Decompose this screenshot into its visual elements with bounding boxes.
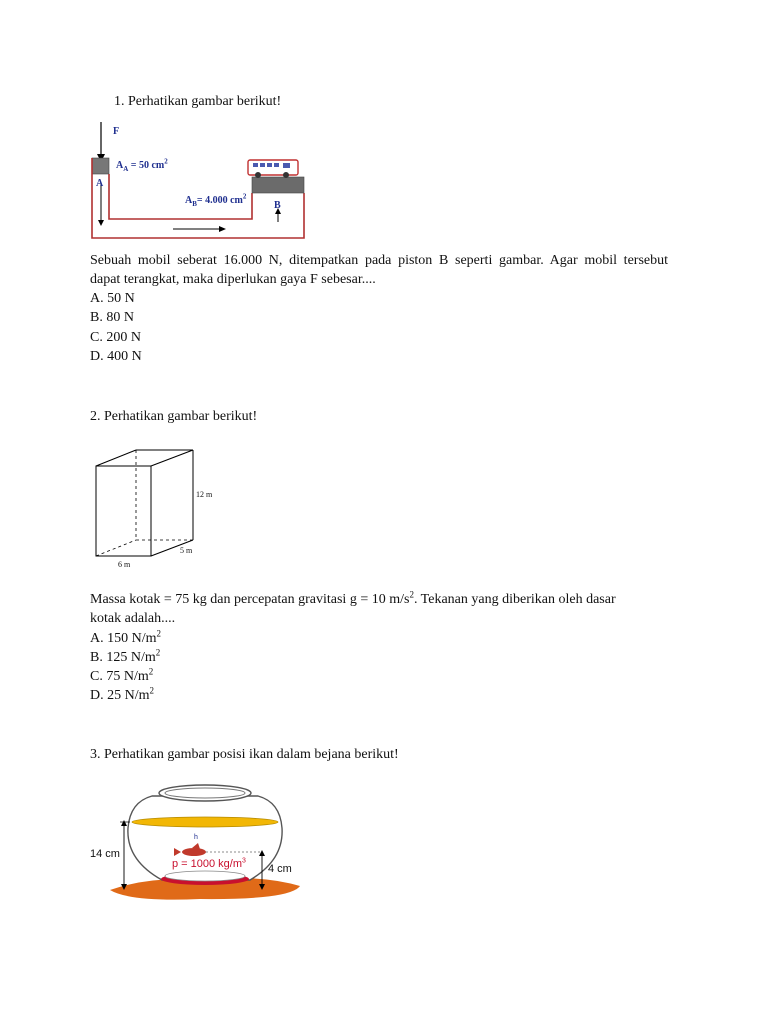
q2-option-c: C. 75 $N/m^2$ xyxy=(90,666,154,684)
q1-heading: 1. Perhatikan gambar berikut! xyxy=(114,94,282,109)
q2-text-line2: kotak adalah.... xyxy=(90,611,176,626)
q3-heading: 3. Perhatikan gambar posisi ikan dalam bejana berikut! xyxy=(90,747,399,762)
q1-option-d: D. 400 N xyxy=(90,349,142,364)
density-label: p = 1000 $kg/m^3$ xyxy=(172,857,246,870)
q1-text-line1: Sebuah mobil seberat 16.000 N, ditempatkan pada piston B seperti gambar. Agar mobil tersebut xyxy=(90,253,668,268)
fishbowl-figure xyxy=(90,778,305,903)
q2-option-d: D. 25 $N/m^2$ xyxy=(90,685,154,703)
area-a-label: $A_A = 50$ $cm^2$ xyxy=(116,157,168,173)
q2-option-b: B. 125 $N/m^2$ xyxy=(90,647,161,665)
box-figure xyxy=(88,444,228,574)
q2-text-line1: Massa kotak = 75 kg dan percepatan gravitasi g = 10 $m/s^2$. Tekanan yang diberikan oleh dasar xyxy=(90,589,616,607)
label-f: F xyxy=(113,126,120,137)
q2-heading: 2. Perhatikan gambar berikut! xyxy=(90,409,258,424)
q1-option-b: B. 80 N xyxy=(90,310,134,325)
label-a: A xyxy=(96,178,104,189)
hydraulic-lift-figure xyxy=(88,118,308,244)
depth-label: 5 m xyxy=(180,546,193,555)
area-b-label: $A_B= 4.000$ $cm^2$ xyxy=(185,192,247,208)
height-14cm-label: 14 cm xyxy=(90,848,120,860)
q1-text-line2: dapat terangkat, maka diperlukan gaya F sebesar.... xyxy=(90,272,376,287)
q2-option-a: A. 150 $N/m^2$ xyxy=(90,628,161,646)
label-b: B xyxy=(274,200,281,211)
point-h-label: h xyxy=(194,834,198,841)
q1-option-a: A. 50 N xyxy=(90,291,135,306)
q1-option-c: C. 200 N xyxy=(90,330,141,345)
car-icon xyxy=(248,160,298,178)
width-label: 6 m xyxy=(118,560,131,569)
box-diagram xyxy=(88,444,228,574)
hydraulic-lift-diagram xyxy=(88,118,308,244)
depth-4cm-label: 4 cm xyxy=(268,863,292,875)
height-label: 12 m xyxy=(196,490,213,499)
